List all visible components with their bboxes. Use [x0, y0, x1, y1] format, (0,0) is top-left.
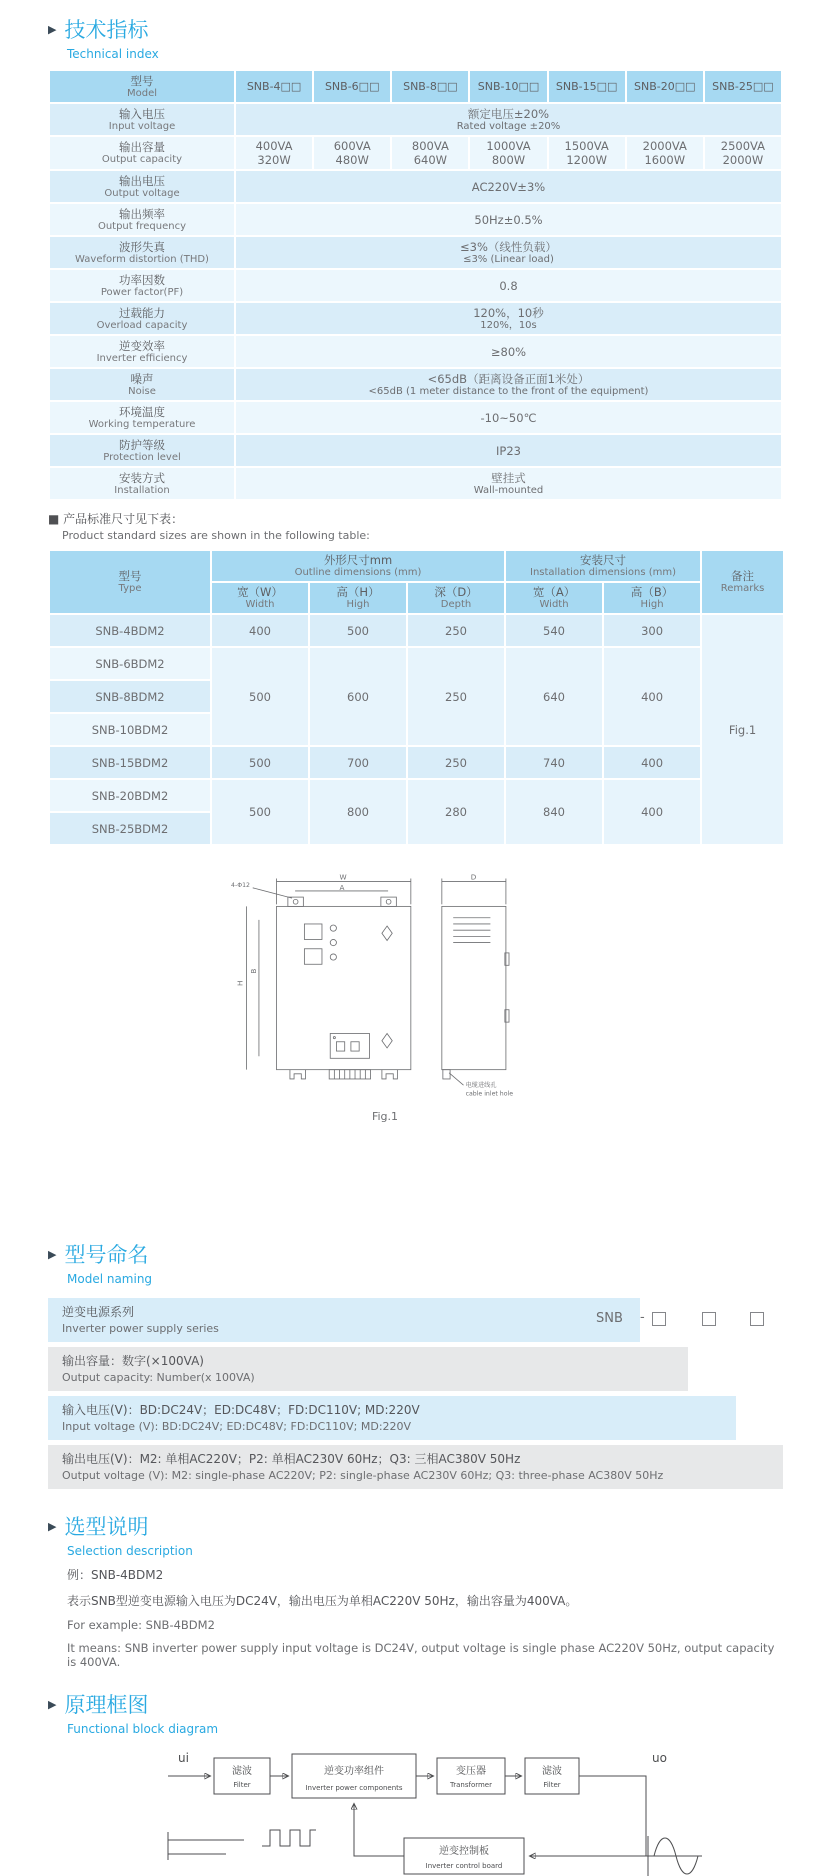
table-row — [49, 170, 782, 203]
capacity-w: 480W — [335, 153, 369, 167]
size-h: 500 — [309, 614, 407, 647]
naming-title-en: Model naming — [67, 1272, 153, 1286]
naming-title-zh: 型号命名 — [64, 1243, 149, 1267]
subheader-h-zh: 高（H） — [336, 585, 380, 599]
capacity-va: 1500VA — [564, 139, 609, 153]
size-b: 400 — [603, 779, 701, 845]
row-label-en: Output capacity — [101, 154, 183, 165]
capacity-va: 400VA — [255, 139, 293, 153]
row-label-zh: 噪声 — [130, 371, 154, 386]
size-b: 400 — [603, 746, 701, 779]
subheader-b-en: High — [640, 599, 664, 610]
dimension-drawing — [230, 870, 540, 1104]
row-label-en: Input voltage — [108, 120, 176, 132]
size-h: 700 — [309, 746, 407, 779]
install-header-zh: 安装尺寸 — [580, 553, 627, 567]
table-row — [49, 70, 782, 103]
table-row — [49, 434, 782, 467]
spec-model-col: SNB-8□□ — [391, 70, 469, 103]
foot-bracket — [290, 1070, 306, 1079]
row-label-en: Waveform distortion (THD) — [75, 253, 209, 265]
row-value: IP23 — [496, 443, 521, 458]
spec-model-col: SNB-6□□ — [313, 70, 391, 103]
diagram-title-zh: 原理框图 — [64, 1693, 149, 1717]
indicator-light-icon — [330, 954, 336, 960]
note-zh: ■ 产品标准尺寸见下表： — [48, 512, 184, 526]
spec-model-header-en: Model — [126, 87, 158, 99]
naming-row-input-voltage — [48, 1396, 736, 1440]
row-value: -10~50℃ — [480, 410, 537, 425]
model-code-box — [750, 1312, 764, 1326]
size-a: 640 — [505, 647, 603, 746]
meter-window-icon — [304, 949, 322, 965]
block-label-en: Inverter power components — [305, 1784, 403, 1792]
table-row — [49, 302, 782, 335]
row-value: 额定电压±20% — [467, 106, 550, 121]
spec-model-col: SNB-10□□ — [469, 70, 547, 103]
model-prefix: SNB — [596, 1311, 623, 1326]
spec-model-col: SNB-20□□ — [626, 70, 704, 103]
naming-row-zh: 逆变电源系列 — [62, 1305, 135, 1319]
subheader-d-zh: 深（D） — [434, 585, 478, 599]
subheader-w-en: Width — [245, 599, 275, 610]
spec-table — [48, 69, 783, 501]
table-row — [49, 779, 784, 812]
size-type-header-zh: 型号 — [118, 569, 142, 583]
row-label-zh: 过载能力 — [119, 305, 165, 320]
table-row — [49, 467, 782, 500]
capacity-va: 1000VA — [486, 139, 531, 153]
row-value: 50Hz±0.5% — [474, 212, 543, 227]
dc-signal-icon — [168, 1832, 244, 1860]
diagram-title-en: Functional block diagram — [67, 1722, 219, 1736]
size-d: 250 — [407, 647, 505, 746]
technical-title-zh: 技术指标 — [64, 18, 149, 42]
size-row-type: SNB-25BDM2 — [49, 812, 211, 845]
spec-model-col: SNB-4□□ — [235, 70, 313, 103]
row-value-en: 120%，10s — [480, 319, 537, 331]
section-diagram-header — [48, 1689, 783, 1736]
row-label-zh: 输出频率 — [119, 206, 165, 221]
row-label-en: Power factor(PF) — [100, 286, 184, 298]
size-w: 500 — [211, 746, 309, 779]
size-row-type: SNB-8BDM2 — [49, 680, 211, 713]
block-label-zh: 逆变控制板 — [439, 1846, 489, 1857]
table-row — [49, 103, 782, 136]
capacity-w: 800W — [491, 153, 526, 167]
row-value: 120%，10秒 — [473, 305, 544, 320]
door-lock-icon — [382, 1034, 392, 1048]
size-b: 400 — [603, 647, 701, 746]
size-row-type: SNB-10BDM2 — [49, 713, 211, 746]
naming-row-en: Inverter power supply series — [62, 1322, 219, 1335]
row-value: AC220V±3% — [471, 179, 546, 194]
size-row-type: SNB-20BDM2 — [49, 779, 211, 812]
subheader-a-en: Width — [539, 599, 569, 610]
naming-row-zh: 输入电压(V)：BD:DC24V；ED:DC48V；FD:DC110V; MD:220V — [62, 1403, 420, 1417]
capacity-va: 800VA — [411, 139, 449, 153]
sine-wave-icon — [646, 1836, 702, 1876]
table-row — [49, 550, 784, 582]
row-label-zh: 环境温度 — [119, 404, 165, 419]
table-row — [49, 647, 784, 680]
row-label-zh: 输出电压 — [119, 173, 165, 188]
row-label-en: Protection level — [103, 451, 181, 463]
selection-meaning-zh: 表示SNB型逆变电源输入电压为DC24V，输出电压为单相AC220V 50Hz，输出容量为400VA。 — [67, 1594, 578, 1608]
subheader-d-en: Depth — [440, 599, 472, 610]
remarks-header-en: Remarks — [720, 583, 765, 594]
row-label-en: Inverter efficiency — [96, 352, 188, 364]
technical-title-en: Technical index — [67, 47, 159, 61]
capacity-w: 640W — [413, 153, 448, 167]
size-a: 540 — [505, 614, 603, 647]
figure-1 — [230, 870, 540, 1123]
table-row — [49, 746, 784, 779]
selection-title-zh: 选型说明 — [64, 1515, 149, 1539]
selection-text — [67, 1566, 783, 1669]
dim-label-b: B — [248, 968, 258, 974]
size-a: 740 — [505, 746, 603, 779]
spec-model-col: SNB-15□□ — [548, 70, 626, 103]
size-d: 250 — [407, 746, 505, 779]
section-technical-header — [48, 14, 783, 61]
block-label-en: Inverter control board — [425, 1862, 503, 1870]
row-value-en: ≤3% (Linear load) — [463, 253, 554, 265]
section-marker-icon: ▶ — [48, 1247, 57, 1261]
row-label-zh: 波形失真 — [119, 239, 165, 254]
indicator-light-icon — [330, 925, 336, 931]
block-label-en: Filter — [233, 1781, 251, 1789]
size-w: 500 — [211, 647, 309, 746]
table-row — [49, 401, 782, 434]
block-label-zh: 逆变功率组件 — [324, 1766, 384, 1777]
row-value-en: Wall-mounted — [473, 484, 544, 496]
row-label-en: Working temperature — [88, 418, 196, 430]
capacity-w: 2000W — [722, 153, 764, 167]
side-view-cabinet — [442, 906, 506, 1069]
subheader-b-zh: 高（B） — [630, 585, 674, 599]
mounting-hole-icon — [293, 899, 298, 904]
row-label-zh: 功率因数 — [119, 272, 165, 287]
size-b: 300 — [603, 614, 701, 647]
dim-label-w: W — [339, 872, 347, 882]
size-type-header-en: Type — [118, 583, 142, 594]
size-row-type: SNB-15BDM2 — [49, 746, 211, 779]
section-marker-icon: ▶ — [48, 1519, 57, 1533]
row-label-en: Overload capacity — [96, 319, 188, 331]
mounting-hole-icon — [386, 899, 391, 904]
table-row — [49, 136, 782, 170]
model-naming-diagram — [48, 1298, 783, 1489]
cable-inlet-label-zh: 电缆进线孔 — [465, 1082, 497, 1090]
spec-model-header-zh: 型号 — [130, 73, 154, 88]
block-diagram — [154, 1744, 714, 1876]
model-code-box — [652, 1312, 666, 1326]
capacity-w: 320W — [257, 153, 291, 167]
indicator-light-icon — [330, 939, 336, 945]
outline-header-en: Outline dimensions (mm) — [294, 567, 422, 578]
row-label-en: Installation — [114, 484, 170, 496]
meter-window-icon — [304, 924, 322, 940]
figure-caption: Fig.1 — [371, 1110, 399, 1123]
capacity-va: 2500VA — [720, 139, 766, 153]
block-label-en: Filter — [543, 1781, 561, 1789]
door-lock-icon — [382, 926, 392, 940]
outline-header-zh: 外形尺寸mm — [323, 553, 393, 567]
naming-row-en: Output capacity: Number(x 100VA) — [62, 1371, 255, 1384]
naming-row-en: Output voltage (V): M2: single-phase AC220V; P2: single-phase AC230V 60Hz; Q3: three-phase AC380V 50Hz — [62, 1469, 664, 1482]
block-label-zh: 滤波 — [542, 1766, 562, 1777]
selection-title-en: Selection description — [67, 1544, 193, 1558]
subheader-w-zh: 宽（W） — [237, 585, 283, 599]
square-wave-icon — [262, 1830, 316, 1846]
row-value: 0.8 — [499, 278, 518, 293]
section-marker-icon: ▶ — [48, 22, 57, 36]
table-row — [49, 203, 782, 236]
size-a: 840 — [505, 779, 603, 845]
row-value-en: <65dB (1 meter distance to the front of the equipment) — [368, 385, 649, 397]
naming-row-zh: 输出电压(V)：M2: 单相AC220V；P2: 单相AC230V 60Hz；Q3: 三相AC380V 50Hz — [62, 1452, 521, 1466]
selection-example-en: For example: SNB-4BDM2 — [67, 1618, 215, 1632]
row-label-zh: 安装方式 — [119, 470, 165, 485]
naming-row-zh: 输出容量：数字(×100VA) — [62, 1354, 204, 1368]
model-code-box — [702, 1312, 716, 1326]
block-label-en: Transformer — [449, 1781, 493, 1789]
size-w: 500 — [211, 779, 309, 845]
note-en: Product standard sizes are shown in the following table: — [62, 529, 370, 542]
row-value: ≤3%（线性负载） — [460, 239, 557, 254]
block-label-zh: 滤波 — [232, 1766, 252, 1777]
install-header-en: Installation dimensions (mm) — [530, 567, 677, 578]
table-row — [49, 236, 782, 269]
row-label-en: Noise — [128, 385, 156, 397]
size-row-type: SNB-4BDM2 — [49, 614, 211, 647]
size-row-type: SNB-6BDM2 — [49, 647, 211, 680]
spec-model-col: SNB-25□□ — [704, 70, 782, 103]
row-label-zh: 防护等级 — [119, 437, 165, 452]
section-selection-header — [48, 1511, 783, 1558]
remarks-header-zh: 备注 — [731, 569, 755, 583]
table-row — [49, 368, 782, 401]
section-marker-icon: ▶ — [48, 1697, 57, 1711]
capacity-va: 600VA — [333, 139, 371, 153]
row-value: ≥80% — [490, 344, 527, 359]
row-label-zh: 输入电压 — [119, 106, 165, 121]
dim-label-a: A — [339, 882, 345, 892]
table-row — [49, 335, 782, 368]
row-value: 壁挂式 — [491, 470, 526, 485]
capacity-w: 1600W — [644, 153, 686, 167]
selection-example-zh: 例：SNB-4BDM2 — [67, 1568, 164, 1582]
size-table-note — [48, 511, 783, 543]
table-row — [49, 269, 782, 302]
output-signal-label: uo — [652, 1751, 667, 1765]
size-h: 600 — [309, 647, 407, 746]
selection-meaning-en: It means: SNB inverter power supply input voltage is DC24V, output voltage is single phase AC220V 50Hz, output capacity is 400VA. — [67, 1641, 775, 1669]
naming-row-output-voltage — [48, 1445, 783, 1489]
table-row — [49, 614, 784, 647]
capacity-va: 2000VA — [642, 139, 687, 153]
size-d: 250 — [407, 614, 505, 647]
row-value-en: Rated voltage ±20% — [456, 120, 561, 132]
naming-row-capacity — [48, 1347, 688, 1391]
size-d: 280 — [407, 779, 505, 845]
model-code-dash: - — [640, 1310, 645, 1325]
capacity-w: 1200W — [566, 153, 607, 167]
naming-row-series — [48, 1298, 640, 1342]
naming-row-en: Input voltage (V): BD:DC24V; ED:DC48V; FD:DC110V; MD:220V — [62, 1420, 412, 1433]
foot-bracket — [382, 1070, 398, 1079]
holes-callout: 4-Φ12 — [231, 881, 250, 889]
block-label-zh: 变压器 — [456, 1766, 486, 1777]
subheader-h-en: High — [346, 599, 370, 610]
row-label-en: Output voltage — [104, 187, 180, 199]
input-signal-label: ui — [178, 1751, 189, 1765]
dim-label-h: H — [235, 980, 245, 986]
size-h: 800 — [309, 779, 407, 845]
size-w: 400 — [211, 614, 309, 647]
row-label-zh: 逆变效率 — [119, 338, 165, 353]
cable-inlet-label-en: cable inlet hole — [465, 1090, 514, 1098]
row-label-en: Output frequency — [97, 220, 187, 232]
size-table — [48, 549, 785, 846]
size-remark: Fig.1 — [701, 614, 784, 845]
subheader-a-zh: 宽（A） — [532, 585, 576, 599]
row-label-zh: 输出容量 — [119, 140, 165, 154]
row-value: <65dB（距离设备正面1米处） — [427, 371, 590, 386]
dim-label-d: D — [470, 872, 477, 882]
section-naming-header — [48, 1239, 783, 1286]
